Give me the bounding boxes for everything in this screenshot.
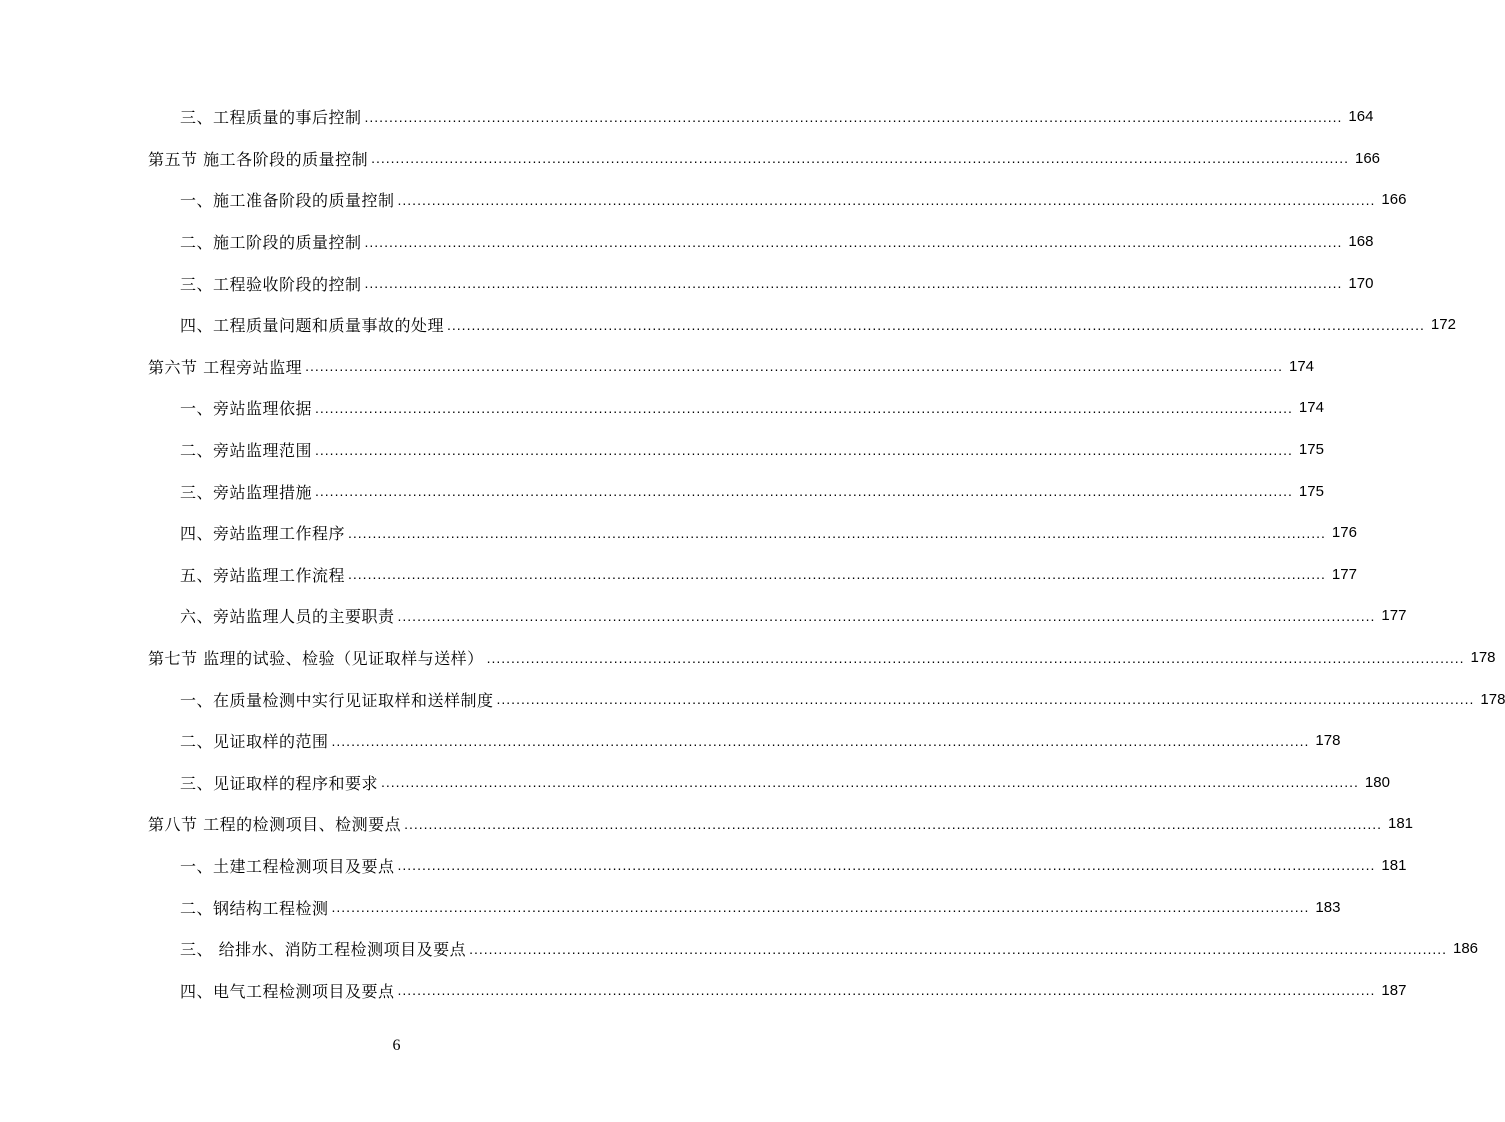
- toc-entry-page: 181: [1388, 815, 1414, 833]
- toc-entry[interactable]: [148, 346, 1315, 388]
- toc-entry[interactable]: [148, 138, 1381, 180]
- toc-entry-page: 174: [1289, 357, 1315, 375]
- toc-entry-title: 第七节 监理的试验、检验（见证取样与送样）: [148, 649, 484, 669]
- toc-entry[interactable]: [180, 969, 1407, 1011]
- toc-dot-leader: ........................................................................................................................................................................................................: [305, 358, 1284, 375]
- toc-entry-page: 164: [1348, 108, 1374, 126]
- toc-entry[interactable]: [180, 470, 1324, 512]
- toc-entry-title: 三、见证取样的程序和要求: [180, 773, 379, 793]
- toc-entry-title: 二、旁站监理范围: [180, 441, 313, 461]
- toc-entry[interactable]: [180, 886, 1341, 928]
- toc-dot-leader: ........................................................................................................................................................................................................: [364, 233, 1343, 250]
- toc-entry-title: 五、旁站监理工作流程: [180, 565, 346, 585]
- toc-dot-leader: ........................................................................................................................................................................................................: [331, 732, 1310, 749]
- toc-entry-title: 一、施工准备阶段的质量控制: [180, 191, 395, 211]
- toc-entry-title: 六、旁站监理人员的主要职责: [180, 607, 395, 627]
- toc-dot-leader: ........................................................................................................................................................................................................: [315, 441, 1293, 458]
- toc-dot-leader: ........................................................................................................................................................................................................: [397, 191, 1376, 208]
- toc-entry-page: 175: [1298, 441, 1324, 459]
- toc-entry-title: 二、钢结构工程检测: [180, 898, 329, 918]
- toc-dot-leader: ........................................................................................................................................................................................................: [348, 524, 1326, 541]
- toc-entry-title: 三、工程验收阶段的控制: [180, 274, 362, 294]
- toc-entry[interactable]: [180, 512, 1357, 554]
- toc-entry[interactable]: [180, 304, 1456, 346]
- page-number: 6: [392, 1037, 401, 1054]
- toc-entry-title: 第六节 工程旁站监理: [148, 357, 303, 377]
- toc-entry-title: 二、见证取样的范围: [180, 732, 329, 752]
- toc-entry-page: 166: [1381, 191, 1407, 209]
- toc-dot-leader: ........................................................................................................................................................................................................: [486, 649, 1465, 666]
- toc-entry-page: 178: [1470, 649, 1496, 667]
- toc-entry-title: 三、 给排水、消防工程检测项目及要点: [180, 940, 467, 960]
- toc-entry[interactable]: [180, 762, 1390, 804]
- toc-entry-title: 四、旁站监理工作程序: [180, 524, 346, 544]
- toc-entry[interactable]: [148, 803, 1414, 845]
- toc-dot-leader: ........................................................................................................................................................................................................: [315, 483, 1293, 500]
- toc-entry-page: 177: [1331, 565, 1357, 583]
- toc-entry[interactable]: [180, 96, 1374, 138]
- toc-entry[interactable]: [148, 637, 1496, 679]
- toc-entry-page: 172: [1430, 316, 1456, 334]
- toc-entry[interactable]: [180, 595, 1407, 637]
- toc-entry-title: 一、土建工程检测项目及要点: [180, 856, 395, 876]
- toc-entry[interactable]: [180, 845, 1407, 887]
- toc-entry-page: 170: [1348, 274, 1374, 292]
- toc-entry-title: 二、施工阶段的质量控制: [180, 233, 362, 253]
- toc-entry[interactable]: [180, 221, 1374, 263]
- toc-entry[interactable]: [180, 429, 1324, 471]
- toc-dot-leader: ........................................................................................................................................................................................................: [447, 316, 1425, 333]
- toc-entry-title: 四、电气工程检测项目及要点: [180, 981, 395, 1001]
- toc-entry[interactable]: [180, 179, 1407, 221]
- toc-dot-leader: ........................................................................................................................................................................................................: [348, 566, 1326, 583]
- toc-entry-title: 一、在质量检测中实行见证取样和送样制度: [180, 690, 494, 710]
- toc-dot-leader: ........................................................................................................................................................................................................: [364, 275, 1343, 292]
- toc-entry-title: 第五节 施工各阶段的质量控制: [148, 149, 369, 169]
- toc-entry-page: 187: [1381, 981, 1407, 999]
- toc-entry-page: 177: [1381, 607, 1407, 625]
- toc-entry[interactable]: [180, 262, 1374, 304]
- toc-entry[interactable]: [180, 678, 1505, 720]
- toc-entry-title: 三、工程质量的事后控制: [180, 108, 362, 128]
- toc-dot-leader: ........................................................................................................................................................................................................: [381, 774, 1359, 791]
- toc-entry-page: 176: [1331, 524, 1357, 542]
- toc-entry-title: 三、旁站监理措施: [180, 482, 313, 502]
- toc-dot-leader: ........................................................................................................................................................................................................: [397, 982, 1376, 999]
- toc-dot-leader: ........................................................................................................................................................................................................: [404, 815, 1383, 832]
- toc-entry-title: 第八节 工程的检测项目、检测要点: [148, 815, 402, 835]
- toc-entry-page: 186: [1453, 940, 1479, 958]
- toc-entry-title: 四、工程质量问题和质量事故的处理: [180, 316, 445, 336]
- toc-entry-page: 174: [1298, 399, 1324, 417]
- toc-entry-title: 一、旁站监理依据: [180, 399, 313, 419]
- toc-entry[interactable]: [180, 387, 1324, 429]
- toc-entry-page: 181: [1381, 856, 1407, 874]
- toc-entry-page: 178: [1480, 690, 1505, 708]
- toc-entry[interactable]: [180, 928, 1479, 970]
- toc-dot-leader: ........................................................................................................................................................................................................: [469, 940, 1448, 957]
- toc-entry[interactable]: [180, 554, 1357, 596]
- toc-dot-leader: ........................................................................................................................................................................................................: [397, 857, 1376, 874]
- table-of-contents: [0, 96, 1505, 1011]
- toc-dot-leader: ........................................................................................................................................................................................................: [331, 899, 1310, 916]
- toc-entry-page: 178: [1315, 732, 1341, 750]
- toc-entry-page: 175: [1298, 482, 1324, 500]
- toc-dot-leader: ........................................................................................................................................................................................................: [397, 607, 1376, 624]
- toc-dot-leader: ........................................................................................................................................................................................................: [364, 108, 1343, 125]
- toc-entry-page: 168: [1348, 233, 1374, 251]
- toc-dot-leader: ........................................................................................................................................................................................................: [371, 150, 1350, 167]
- toc-entry-page: 180: [1364, 773, 1390, 791]
- toc-dot-leader: ........................................................................................................................................................................................................: [315, 399, 1293, 416]
- toc-entry-page: 166: [1355, 149, 1381, 167]
- toc-entry[interactable]: [180, 720, 1341, 762]
- toc-dot-leader: ........................................................................................................................................................................................................: [496, 691, 1475, 708]
- toc-entry-page: 183: [1315, 898, 1341, 916]
